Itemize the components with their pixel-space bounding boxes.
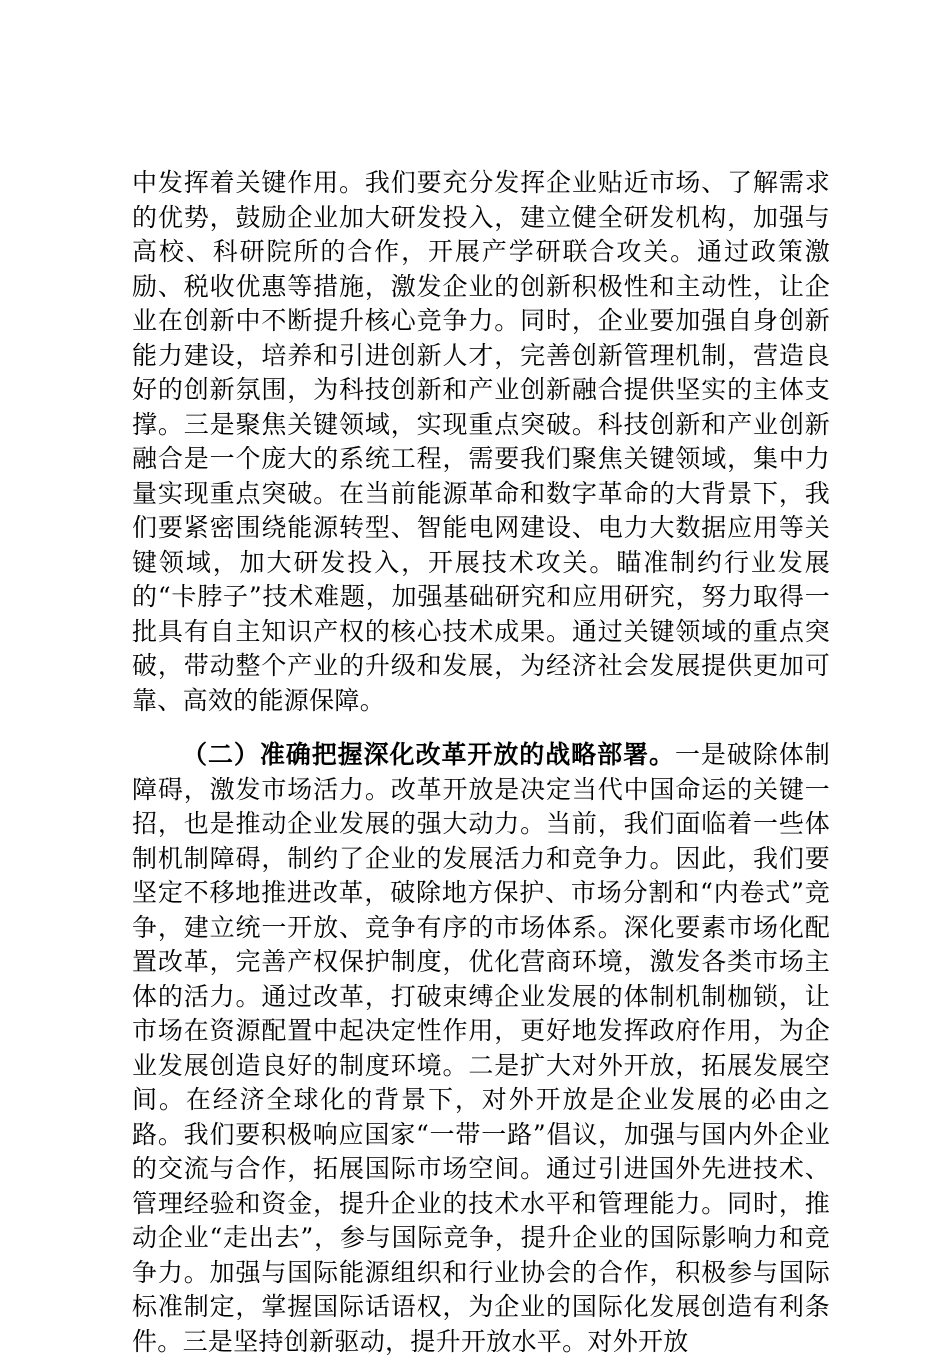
section-heading: （二）准确把握深化改革开放的战略部署。 [182, 740, 675, 769]
paragraph-text: 中发挥着关键作用。我们要充分发挥企业贴近市场、了解需求的优势，鼓励企业加大研发投入，建立健全研发机构，加强与高校、科研院所的合作，开展产学研联合攻关。通过政策激励、税收优惠等措施，激发企业的创新积极性和主动性，让企业在创新中不断提升核心竞争力。同时，企业要加强自身创新能力建设，培养和引进创新人才，完善创新管理机制，营造良好的创新氛围，为科技创新和产业创新融合提供坚实的主体支撑。三是聚焦关键领域，实现重点突破。科技创新和产业创新融合是一个庞大的系统工程，需要我们聚焦关键领域，集中力量实现重点突破。在当前能源革命和数字革命的大背景下，我们要紧密围绕能源转型、智能电网建设、电力大数据应用等关键领域，加大研发投入，开展技术攻关。瞄准制约行业发展的“卡脖子”技术难题，加强基础研究和应用研究，努力取得一批具有自主知识产权的核心技术成果。通过关键领域的重点突破，带动整个产业的升级和发展，为经济社会发展提供更加可靠、高效的能源保障。 [132, 168, 830, 715]
body-paragraph-continued [132, 166, 830, 718]
document-page [132, 166, 830, 1359]
paragraph-text: 一是破除体制障碍，激发市场活力。改革开放是决定当代中国命运的关键一招，也是推动企业发展的强大动力。当前，我们面临着一些体制机制障碍，制约了企业的发展活力和竞争力。因此，我们要坚定不移地推进改革，破除地方保护、市场分割和“内卷式”竞争，建立统一开放、竞争有序的市场体系。深化要素市场化配置改革，完善产权保护制度，优化营商环境，激发各类市场主体的活力。通过改革，打破束缚企业发展的体制机制枷锁，让市场在资源配置中起决定性作用，更好地发挥政府作用，为企业发展创造良好的制度环境。二是扩大对外开放，拓展发展空间。在经济全球化的背景下，对外开放是企业发展的必由之路。我们要积极响应国家“一带一路”倡议，加强与国内外企业的交流与合作，拓展国际市场空间。通过引进国外先进技术、管理经验和资金，提升企业的技术水平和管理能力。同时，推动企业“走出去”，参与国际竞争，提升企业的国际影响力和竞争力。加强与国际能源组织和行业协会的合作，积极参与国际标准制定，掌握国际话语权，为企业的国际化发展创造有利条件。三是坚持创新驱动，提升开放水平。对外开放 [132, 740, 830, 1356]
body-paragraph-section-two [132, 738, 830, 1359]
